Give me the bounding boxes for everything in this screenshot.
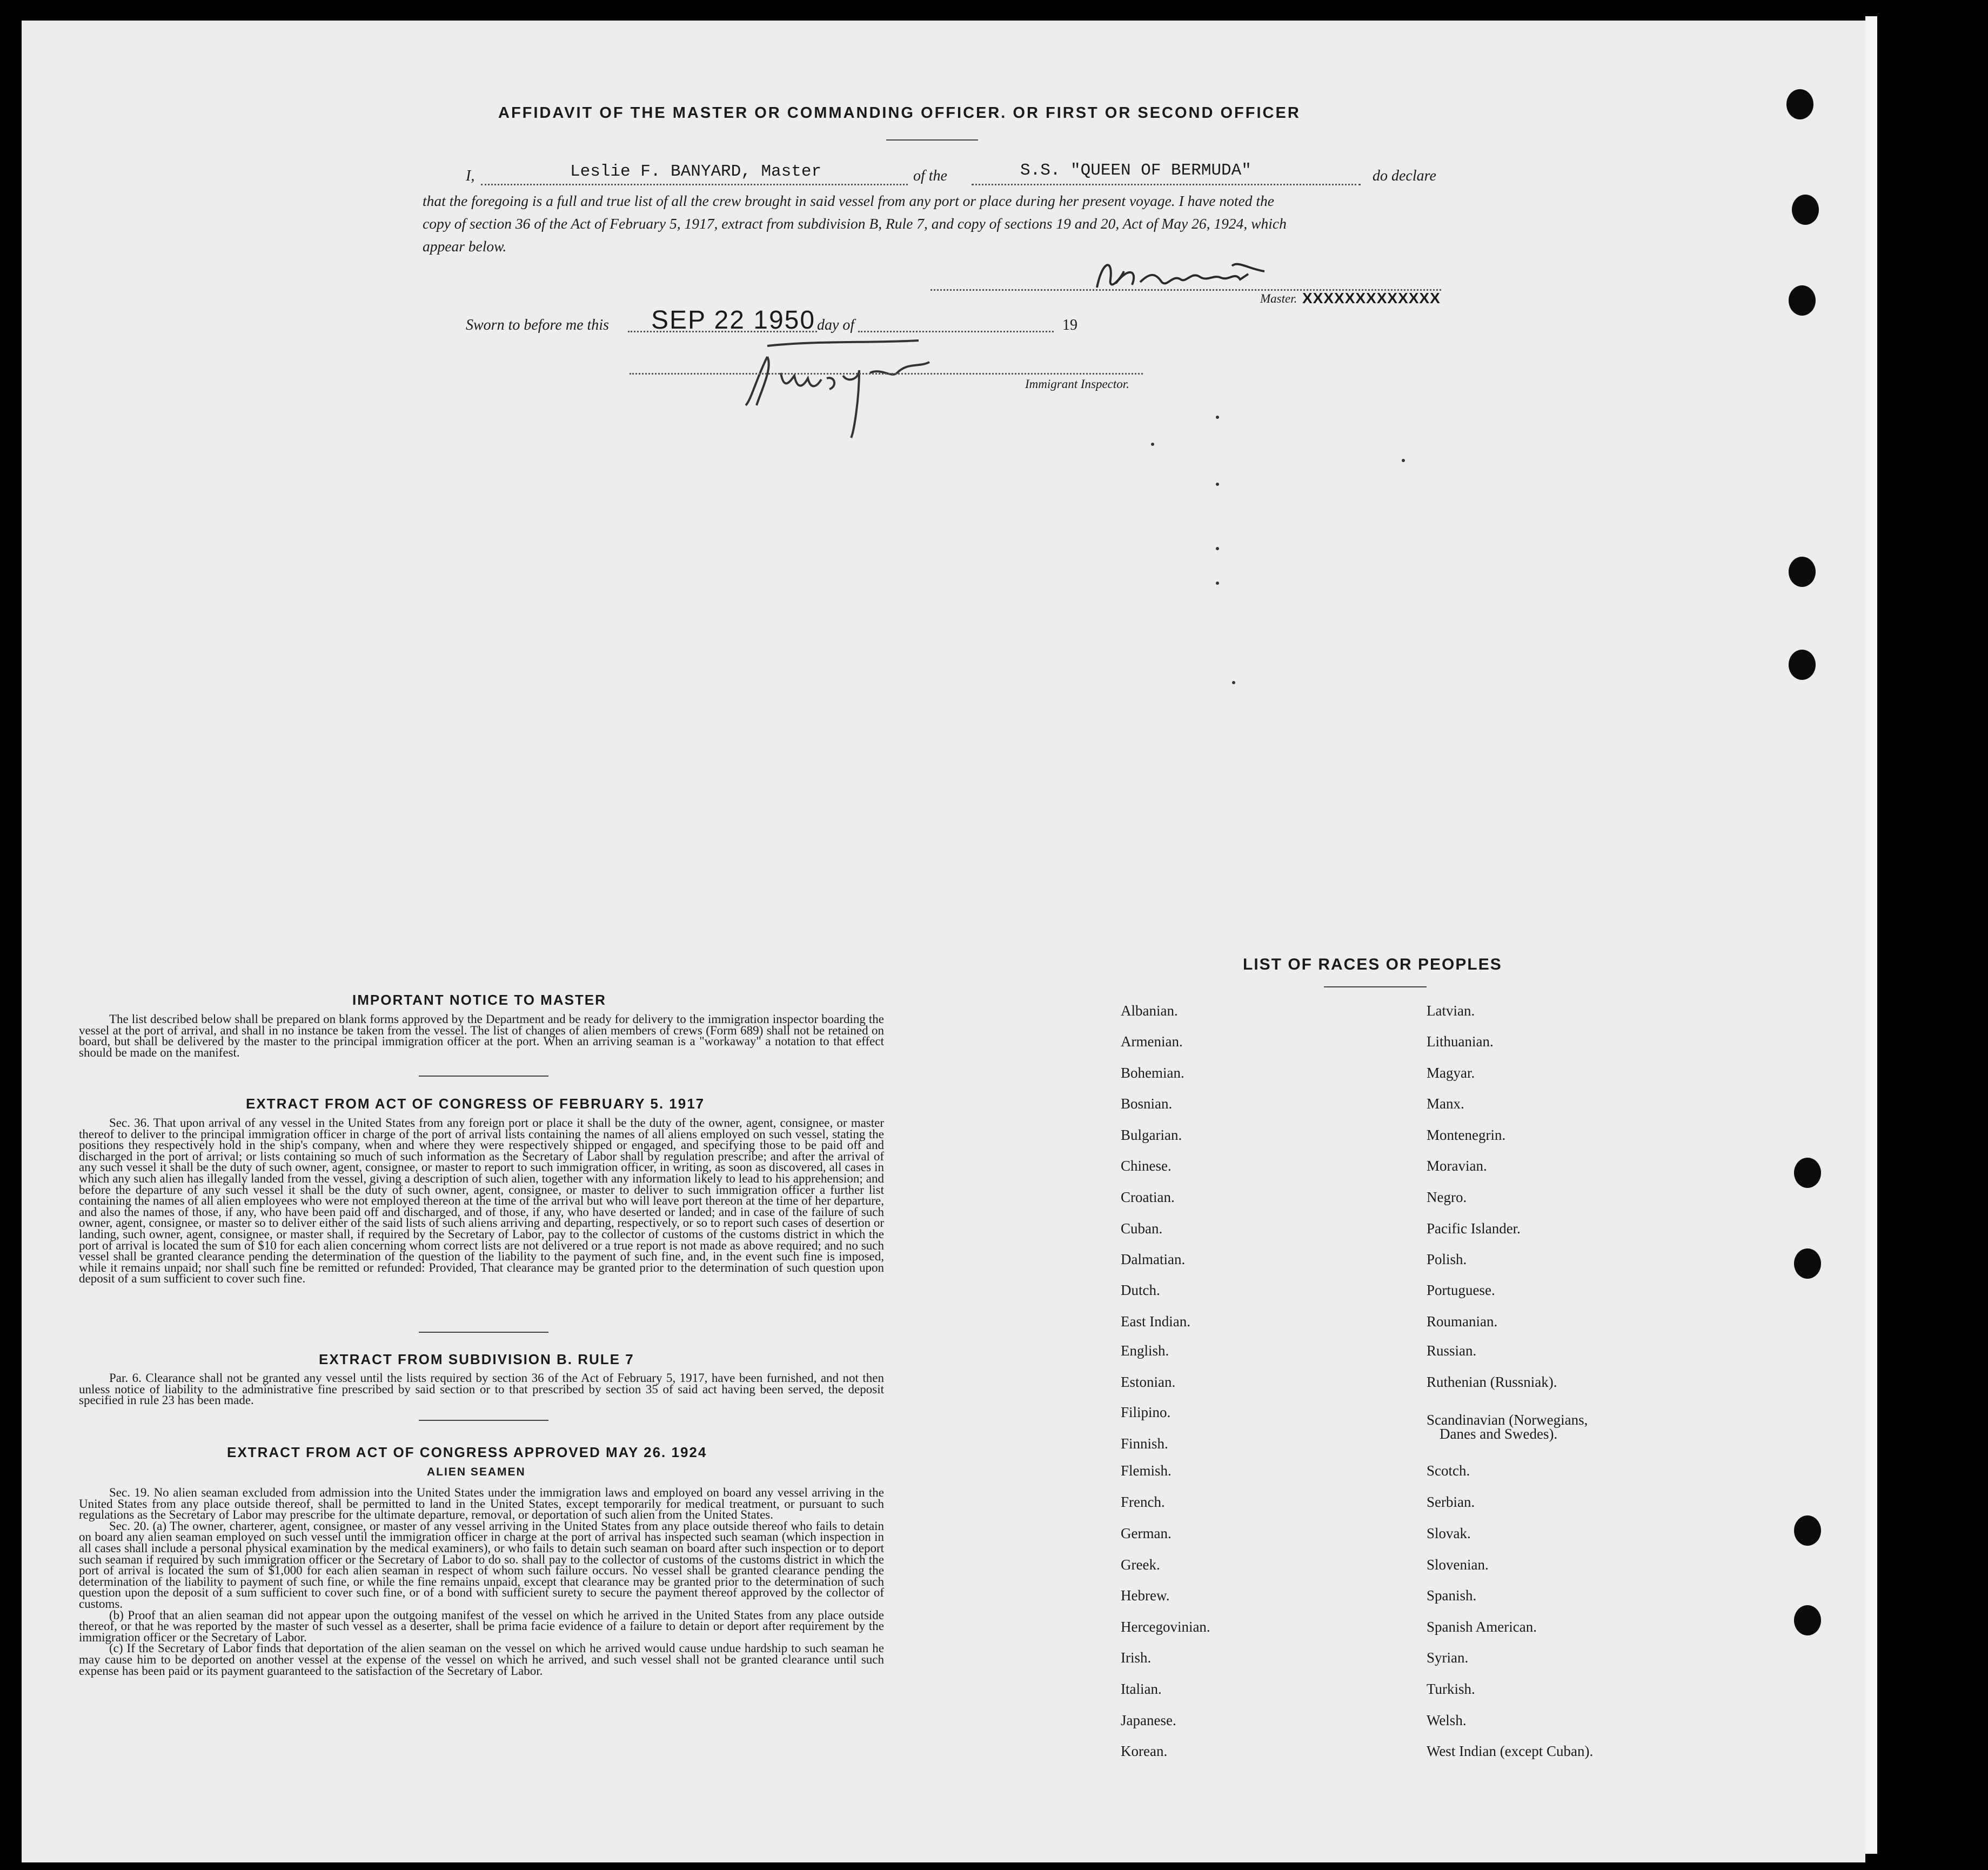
race-item: Finnish. xyxy=(1121,1435,1168,1452)
race-item: Armenian. xyxy=(1121,1033,1183,1050)
ink-speck xyxy=(1216,582,1219,585)
race-item: Cuban. xyxy=(1121,1220,1163,1237)
race-item: Chinese. xyxy=(1121,1158,1172,1174)
of-the-label: of the xyxy=(913,168,947,184)
race-item: German. xyxy=(1121,1525,1172,1541)
inspector-label: Immigrant Inspector. xyxy=(1025,377,1129,391)
ink-speck xyxy=(1402,459,1405,462)
notice-title: IMPORTANT NOTICE TO MASTER xyxy=(352,992,606,1008)
race-item: Turkish. xyxy=(1427,1681,1475,1697)
race-item: Magyar. xyxy=(1427,1065,1475,1081)
race-item: Filipino. xyxy=(1121,1404,1171,1420)
race-item: Hercegovinian. xyxy=(1121,1619,1210,1635)
race-item: Danes and Swedes). xyxy=(1440,1426,1558,1442)
vessel-name: S.S. "QUEEN OF BERMUDA" xyxy=(1020,161,1251,180)
race-item: Greek. xyxy=(1121,1557,1160,1573)
race-item: Spanish. xyxy=(1427,1587,1477,1604)
race-item: Italian. xyxy=(1121,1681,1162,1697)
affidavit-title: AFFIDAVIT OF THE MASTER OR COMMANDING OFFICER. OR FIRST OR SECOND OFFICER xyxy=(498,104,1301,122)
divider xyxy=(419,1332,548,1333)
race-item: Japanese. xyxy=(1121,1712,1176,1728)
race-item: Bulgarian. xyxy=(1121,1127,1182,1143)
sec20c-text: (c) If the Secretary of Labor finds that deportation of the alien seaman on the vessel on which he arrived would cause undue hardship to such seaman he may cause him to be deported on another vessel at the expense of the vessel on which he arrived, and such vessel shall not be granted clearance until such expense has been paid or its payment guaranteed to the satisfaction of the Secretary of Labor. xyxy=(79,1641,884,1678)
race-item: Irish. xyxy=(1121,1649,1152,1666)
i-label: I, xyxy=(466,168,475,184)
race-item: Montenegrin. xyxy=(1427,1127,1506,1143)
race-item: Dalmatian. xyxy=(1121,1251,1186,1267)
master-name: Leslie F. BANYARD, Master xyxy=(570,162,822,181)
race-item: West Indian (except Cuban). xyxy=(1427,1743,1594,1759)
race-item: Negro. xyxy=(1427,1189,1467,1205)
race-item: Slovenian. xyxy=(1427,1557,1489,1573)
binder-hole xyxy=(1789,285,1816,316)
sec20a-text: Sec. 20. (a) The owner, charterer, agent, consignee, or master of any vessel arriving in the United States from any place outside thereof who fails to detain on board any alien seaman employed on such vessel until the immigration officer in charge at the port of arrival has inspected such seaman (which inspection in all cases shall include a personal physical examination by the medical examiners), or who fails to detain such seaman on board after such inspection or to deport such seaman if required by such immigration officer or the Secretary of Labor to do so. shall pay to the collector of customs of the customs district in which the port of arrival is located the sum of $1,000 for each alien seaman in respect of whom such failure occurs. No vessel shall be granted clearance pending the determination of the liability to payment of such fine, or while the fine remains unpaid, except that clearance may be granted prior to the determination of such question upon the deposit of a sum sufficient to cover such fine, or of a bond with sufficient surety to secure the payment thereof approved by the collector of customs. xyxy=(79,1519,884,1611)
race-item: Dutch. xyxy=(1121,1282,1160,1298)
race-item: Portuguese. xyxy=(1427,1282,1495,1298)
master-label: Master. xyxy=(1260,292,1297,305)
race-item: Moravian. xyxy=(1427,1158,1487,1174)
extract-1917-title: EXTRACT FROM ACT OF CONGRESS OF FEBRUARY 5. 1917 xyxy=(246,1096,705,1112)
race-item: Roumanian. xyxy=(1427,1313,1498,1330)
binder-hole xyxy=(1792,195,1819,225)
extract-rule7-title: EXTRACT FROM SUBDIVISION B. RULE 7 xyxy=(319,1351,634,1367)
inspector-signature xyxy=(735,324,994,443)
race-item: Flemish. xyxy=(1121,1462,1172,1479)
binder-hole xyxy=(1786,89,1813,119)
extract-1924-sections xyxy=(79,1487,884,1677)
race-item: Spanish American. xyxy=(1427,1619,1537,1635)
title-divider xyxy=(886,139,978,141)
sworn-label: Sworn to before me this xyxy=(466,317,609,333)
binder-hole xyxy=(1794,1158,1821,1188)
races-title: LIST OF RACES OR PEOPLES xyxy=(1243,956,1502,973)
sec20b-text: (b) Proof that an alien seaman did not appear upon the outgoing manifest of the vessel on which he arrived in the United States from any place outside thereof, or that he was reported by the master of such vessel as a deserter, shall be prima facie evidence of a failure to detain or deport after requirement by the immigration officer or the Secretary of Labor. xyxy=(79,1608,884,1644)
race-item: Scotch. xyxy=(1427,1462,1470,1479)
ink-speck xyxy=(1151,443,1154,446)
race-item: Korean. xyxy=(1121,1743,1168,1759)
ink-speck xyxy=(1232,681,1235,684)
race-item: Pacific Islander. xyxy=(1427,1220,1521,1237)
affidavit-body-line3: appear below. xyxy=(423,238,507,255)
binder-hole xyxy=(1794,1605,1821,1635)
race-item: Estonian. xyxy=(1121,1374,1176,1390)
name-fill-line xyxy=(481,184,908,185)
vessel-fill-line xyxy=(972,184,1361,185)
race-item: Polish. xyxy=(1427,1251,1467,1267)
alien-seamen-subtitle: ALIEN SEAMEN xyxy=(427,1466,526,1478)
race-item: Russian. xyxy=(1427,1343,1477,1359)
race-item: East Indian. xyxy=(1121,1313,1190,1330)
notice-text: The list described below shall be prepared on blank forms approved by the Department and be ready for delivery to the immigration inspector boarding the vessel at the port of arrival, and shall in no instance be taken from the vessel. The list of changes of alien members of crews (Form 689) shall not be retained on board, but shall be delivered by the master to the principal immigration officer at the port. When an arriving seaman is a "workaway" a notation to that effect should be made on the manifest. xyxy=(79,1012,884,1059)
sec19-text: Sec. 19. No alien seaman excluded from admission into the United States under the immigration laws and employed on board any vessel arriving in the United States from any place outside thereof, shall be permitted to land in the United States, except temporarily for medical treatment, or pursuant to such regulations as the Secretary of Labor may prescribe for the ultimate departure, removal, or deportation of such alien from the United States. xyxy=(79,1486,884,1522)
year-prefix: 19 xyxy=(1062,317,1077,333)
binder-hole xyxy=(1794,1248,1821,1279)
day-of-label: day of xyxy=(817,317,855,333)
races-divider xyxy=(1324,986,1427,987)
ink-speck xyxy=(1216,483,1219,486)
affidavit-body-line2: copy of section 36 of the Act of February 5, 1917, extract from subdivision B, Rule 7, and copy of sections 19 and 20, Act of May 26, 1924, which xyxy=(423,215,1287,232)
race-item: French. xyxy=(1121,1494,1165,1510)
race-item: Bosnian. xyxy=(1121,1096,1173,1112)
do-declare-label: do declare xyxy=(1373,168,1436,184)
race-item: English. xyxy=(1121,1343,1169,1359)
inspector-signature-line xyxy=(630,373,1143,375)
ink-speck xyxy=(1216,547,1219,550)
race-item: Welsh. xyxy=(1427,1712,1467,1728)
page-edge xyxy=(1865,16,1877,1854)
sworn-date-stamp: SEP 22 1950 xyxy=(651,306,816,335)
race-item: Albanian. xyxy=(1121,1003,1178,1019)
race-item: Ruthenian (Russniak). xyxy=(1427,1374,1557,1390)
struck-title: XXXXXXXXXXXXX xyxy=(1302,290,1441,306)
binder-hole xyxy=(1794,1515,1821,1546)
race-item: Manx. xyxy=(1427,1096,1464,1112)
race-item: Scandinavian (Norwegians, xyxy=(1427,1412,1588,1428)
binder-hole xyxy=(1789,557,1816,587)
race-item: Latvian. xyxy=(1427,1003,1475,1019)
extract-rule7-text: Par. 6. Clearance shall not be granted any vessel until the lists required by section 36 of the Act of February 5, 1917, have been furnished, and not then unless notice of liability to the administrative fine prescribed by said section or to that prescribed by section 35 of said act having been served, the deposit specified in rule 23 has been made. xyxy=(79,1371,884,1407)
extract-1924-title: EXTRACT FROM ACT OF CONGRESS APPROVED MAY 26. 1924 xyxy=(227,1444,707,1460)
race-item: Bohemian. xyxy=(1121,1065,1184,1081)
race-item: Serbian. xyxy=(1427,1494,1475,1510)
ink-speck xyxy=(1216,416,1219,419)
affidavit-body-line1: that the foregoing is a full and true list of all the crew brought in said vessel from any port or place during her present voyage. I have noted the xyxy=(423,192,1274,209)
race-item: Lithuanian. xyxy=(1427,1033,1494,1050)
extract-1917-text: Sec. 36. That upon arrival of any vessel in the United States from any foreign port or place it shall be the duty of the owner, agent, consignee, or master thereof to deliver to the principal immigration officer in charge of the port of arrival lists containing the names of all aliens employed on such vessel, stating the positions they respectively hold in the ship's company, when and where they were respectively shipped or engaged, and specifying those to be paid off and discharged in the port of arrival; or lists containing so much of such information as the Secretary of Labor shall by regulation prescribe; and after the arrival of any such vessel it shall be the duty of such owner, agent, consignee, or master to report to such immigration officer, in writing, as soon as discovered, all cases in which any such alien has illegally landed from the vessel, giving a description of such alien, together with any information likely to lead to his apprehension; and before the departure of any such vessel it shall be the duty of such owner, agent, consignee, or master to deliver to such immigration officer a further list containing the names of all alien employees who were not employed thereon at the time of the arrival but who will leave port thereon at the time of her departure, and also the names of those, if any, who have been paid off and discharged, and of those, if any, who have deserted or landed; and in case of the failure of such owner, agent, consignee, or master so to deliver either of the said lists of such aliens arriving and departing, respectively, or so to report such cases of desertion or landing, such owner, agent, consignee, or master shall, if required by the Secretary of Labor, pay to the collector of customs of the customs district in which the port of arrival is located the sum of $10 for each alien concerning whom correct lists are not delivered or a true report is not made as above required; and no such vessel shall be granted clearance pending the determination of the question of the liability to the payment of such fine, and, in the event such fine is imposed, while it remains unpaid; nor shall such fine be remitted or refunded: Provided, That clearance may be granted prior to the determination of such question upon deposit of a sum sufficient to cover such fine. xyxy=(79,1116,884,1286)
divider xyxy=(419,1420,548,1421)
race-item: Hebrew. xyxy=(1121,1587,1170,1604)
binder-hole xyxy=(1789,650,1816,680)
race-item: Slovak. xyxy=(1427,1525,1471,1541)
divider xyxy=(419,1076,548,1077)
race-item: Croatian. xyxy=(1121,1189,1175,1205)
race-item: Syrian. xyxy=(1427,1649,1469,1666)
